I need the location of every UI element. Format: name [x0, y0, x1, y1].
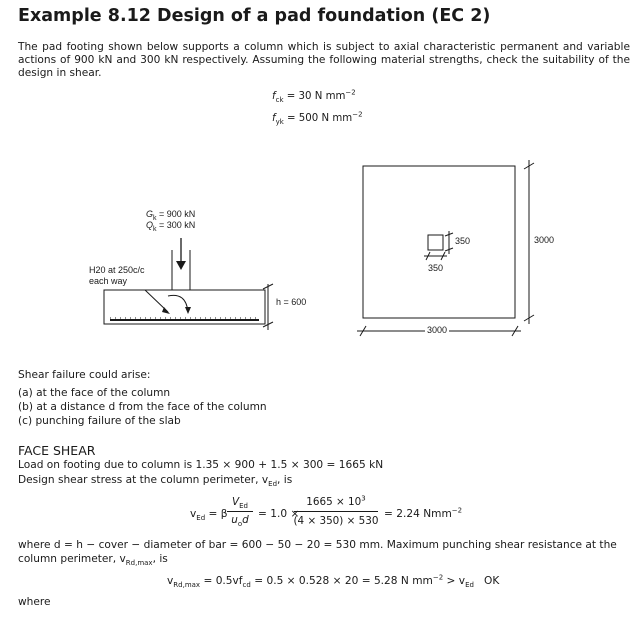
failure-item-c: (c) punching failure of the slab: [18, 415, 181, 427]
gk-label: $G_k = 900$ kN: [146, 209, 196, 222]
eq2: $v_{Rd,max} = 0.5vf_{cd} = 0.5 \times 0.528 \times 20 = 5.28$ N $mm^{-2} > v_{Ed}$ OK: [167, 573, 500, 590]
eq1-frac-den: $u_od$: [231, 514, 249, 529]
col-size-side-label: 350: [455, 236, 471, 246]
face-shear-heading: FACE SHEAR: [18, 443, 96, 458]
bars-label-line1: H20 at 250c/c: [89, 265, 145, 275]
where-paragraph: where d = h − cover − diameter of bar = 600 − 50 − 20 = 530 mm. Maximum punching shear resistance at the column perimeter, $v_{Rd,max}$, is: [18, 539, 617, 568]
column-plan: [428, 235, 443, 250]
col-size-bottom-label: 350: [428, 263, 444, 273]
stress-line: Design shear stress at the column perimeter, $v_{Ed}$, is: [18, 474, 293, 489]
load-line: Load on footing due to column is 1.35 × 900 + 1.5 × 300 = 1665 kN: [18, 459, 384, 471]
failure-item-a: (a) at the face of the column: [18, 387, 171, 399]
qk-label: $Q_k = 300$ kN: [146, 220, 196, 233]
eq1-result: = 2.24 Nmm$^{-2}$: [384, 506, 463, 520]
eq1-den: (4 × 350) × 530: [293, 515, 379, 527]
punching-curve: [168, 295, 188, 312]
bars-label-line2: each way: [89, 276, 128, 286]
eq1-bar: [294, 511, 378, 512]
eq1-num: $1665 \times 10^3$: [306, 494, 366, 508]
failure-item-b: (b) at a distance d from the face of the column: [18, 401, 267, 413]
eq1-frac-num: $V_{Ed}$: [232, 496, 248, 511]
fck-line: $f_{ck} = 30$ N $mm^{-2}$: [272, 88, 356, 105]
footing-section: [104, 290, 265, 324]
intro-paragraph: The pad footing shown below supports a column which is subject to axial characteristic permanent and variable actions of 900 kN and 300 kN respectively. Assuming the following material strengths, check the suitability of the design in shear.: [18, 41, 630, 79]
page-title: Example 8.12 Design of a pad foundation (EC 2): [18, 6, 491, 26]
eq1-factor: = 1.0 ×: [258, 508, 300, 520]
where-final: where: [18, 596, 51, 608]
eq1-lhs: $v_{Ed} = \beta$: [190, 508, 228, 523]
plan-width-label: 3000: [427, 325, 448, 335]
fyk-line: $f_{yk} = 500$ N $mm^{-2}$: [272, 110, 363, 127]
failure-intro: Shear failure could arise:: [18, 369, 151, 381]
depth-label: h = 600: [276, 297, 307, 307]
eq1-frac-bar: [227, 511, 253, 512]
plan-height-label: 3000: [534, 235, 555, 245]
footing-plan: [363, 166, 515, 318]
punching-arrowhead: [185, 307, 191, 314]
load-arrow-head: [176, 261, 186, 270]
